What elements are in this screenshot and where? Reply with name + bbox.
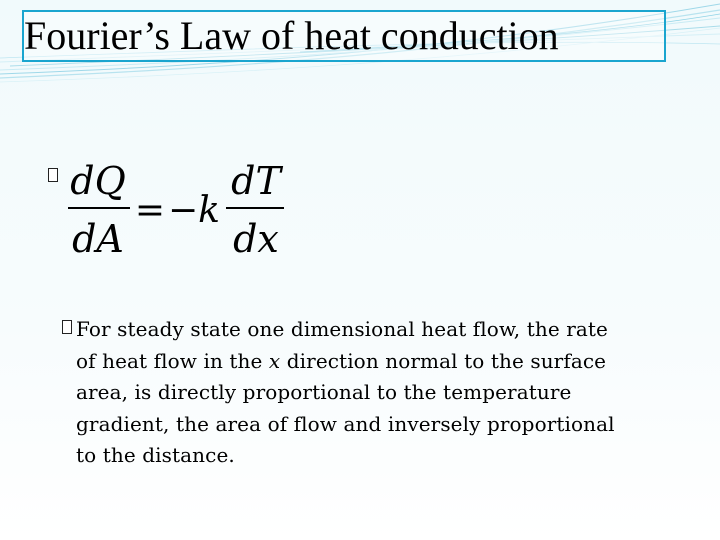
formula-numerator-dt: dT [231,159,281,203]
missing-glyph-bullet-icon [62,320,72,334]
body-paragraph [76,314,676,472]
formula-minus-k: −k [168,190,220,231]
paragraph-line-5: to the distance. [76,443,235,467]
fourier-law-formula [62,152,292,262]
paragraph-line-3: area, is directly proportional to the temperature [76,380,572,404]
paragraph-line-2-end: direction normal to the surface [280,348,607,373]
formula-denominator-dx: dx [233,217,279,261]
paragraph-line-2 [76,346,676,378]
paragraph-line-2-start: of heat flow in the [76,348,269,373]
paragraph-line-4: gradient, the area of flow and inversely proportional [76,411,615,436]
formula-denominator-da: dA [72,217,124,261]
slide-title: Fourier’s Law of heat conduction [24,13,559,58]
formula-numerator-dq: dQ [70,159,126,203]
variable-x: x [268,348,281,373]
paragraph-line-1: For steady state one dimensional heat flow, the rate [76,317,608,341]
formula-equals-sign: = [134,190,166,231]
missing-glyph-bullet-icon [48,168,58,182]
